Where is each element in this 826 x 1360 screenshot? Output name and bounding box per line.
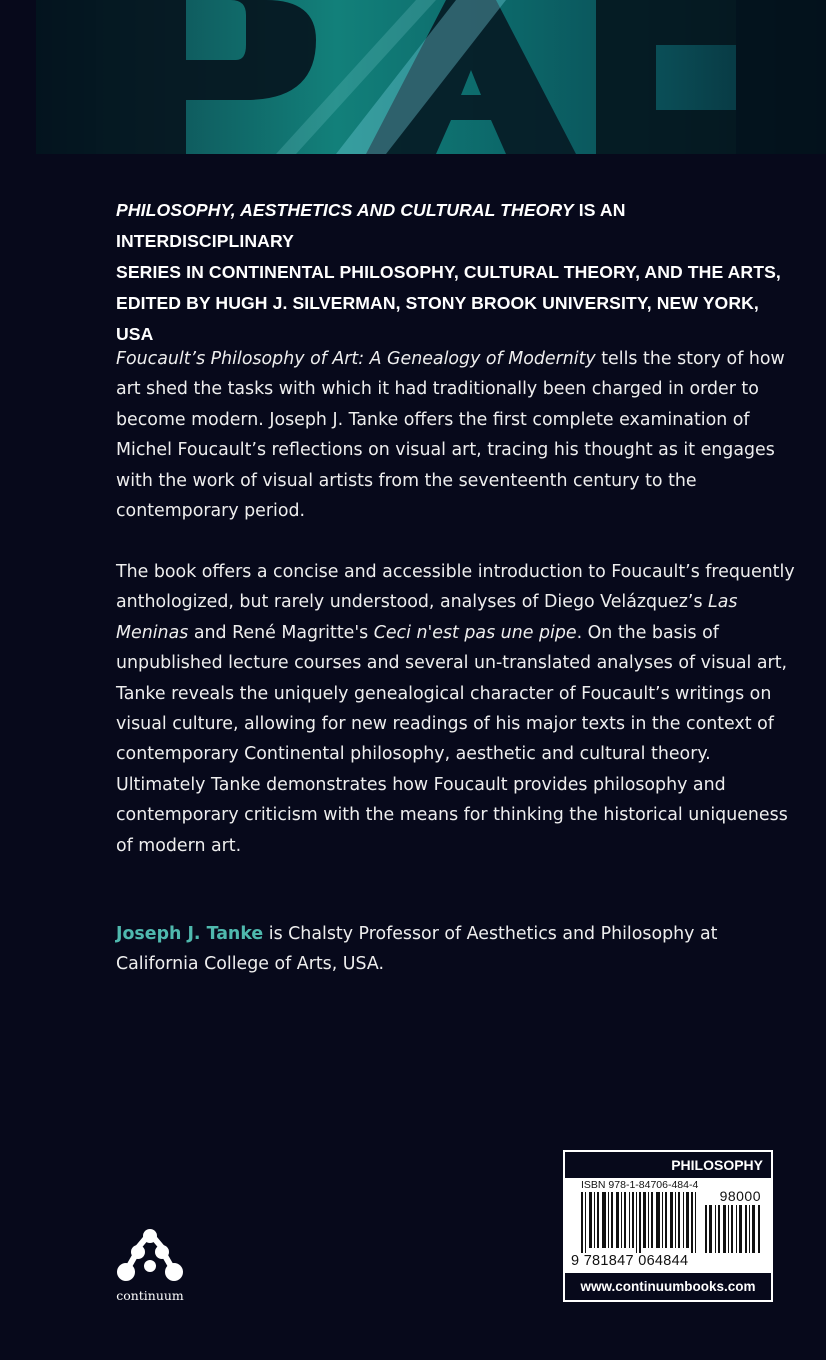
cover-art-letters bbox=[36, 0, 826, 154]
blurb-paragraph-2-end: . On the basis of unpublished lecture courses and several un-translated analyses of visual art, Tanke reveals the uniquely genealogical character of Foucault’s writings on visual culture, allowing for new readings of his major texts in the context of contemporary Continental philosophy, aesthetic and cultural theory. Ultimately Tanke demonstrates how Foucault provides philosophy and contemporary criticism with the means for thinking the historical uniqueness of modern art. bbox=[116, 622, 788, 856]
blurb-paragraph-2-start: The book offers a concise and accessible introduction to Foucault’s frequently anthologized, but rarely understood, analyses of Diego Velázquez’s bbox=[116, 562, 795, 613]
blurb-paragraph-2 bbox=[116, 557, 796, 861]
isbn-number: ISBN 978-1-84706-484-4 bbox=[581, 1179, 699, 1191]
series-line-3: EDITED BY HUGH J. SILVERMAN, STONY BROOK UNIVERSITY, NEW YORK, USA bbox=[116, 293, 759, 344]
author-bio bbox=[116, 919, 796, 980]
work-title-ceci: Ceci n'est pas une pipe bbox=[373, 622, 577, 643]
series-title: PHILOSOPHY, AESTHETICS AND CULTURAL THEORY bbox=[116, 200, 574, 220]
cover-art-band bbox=[36, 0, 826, 154]
barcode-main bbox=[581, 1192, 701, 1254]
series-line-2: SERIES IN CONTINENTAL PHILOSOPHY, CULTURAL THEORY, AND THE ARTS, bbox=[116, 262, 781, 282]
category-label: PHILOSOPHY bbox=[565, 1152, 771, 1178]
barcode-digits: 9 781847 064844 bbox=[569, 1253, 769, 1269]
author-bio-text: is Chalsty Professor of Aesthetics and Philosophy at California College of Arts, USA. bbox=[116, 924, 718, 975]
barcode-addon bbox=[705, 1205, 763, 1253]
series-statement bbox=[116, 195, 796, 350]
price-code: 98000 bbox=[719, 1188, 761, 1204]
publisher-website: www.continuumbooks.com bbox=[565, 1273, 771, 1300]
series-line-1-rest: IS AN INTERDISCIPLINARY bbox=[116, 200, 626, 251]
continuum-logo-icon bbox=[116, 1228, 184, 1290]
blurb-paragraph-1 bbox=[116, 344, 796, 526]
logo-wordmark: continuum bbox=[116, 1288, 184, 1303]
continuum-logo bbox=[108, 1228, 192, 1308]
author-name: Joseph J. Tanke bbox=[116, 924, 264, 944]
book-title: Foucault’s Philosophy of Art: A Genealogy of Modernity bbox=[116, 349, 596, 369]
work-title-las-meninas: Las Meninas bbox=[116, 592, 738, 643]
blurb-paragraph-1-text: tells the story of how art shed the tasks with which it had traditionally been charged in order to become modern. Joseph J. Tanke offers the first complete examination of Michel Foucault’s reflections on visual art, tracing his thought as it engages with the work of visual artists from the seventeenth century to the contemporary period. bbox=[116, 349, 785, 522]
series-line-1 bbox=[116, 195, 796, 257]
blurb-paragraph-2-mid: and René Magritte's bbox=[188, 622, 374, 643]
barcode-box bbox=[563, 1150, 773, 1302]
